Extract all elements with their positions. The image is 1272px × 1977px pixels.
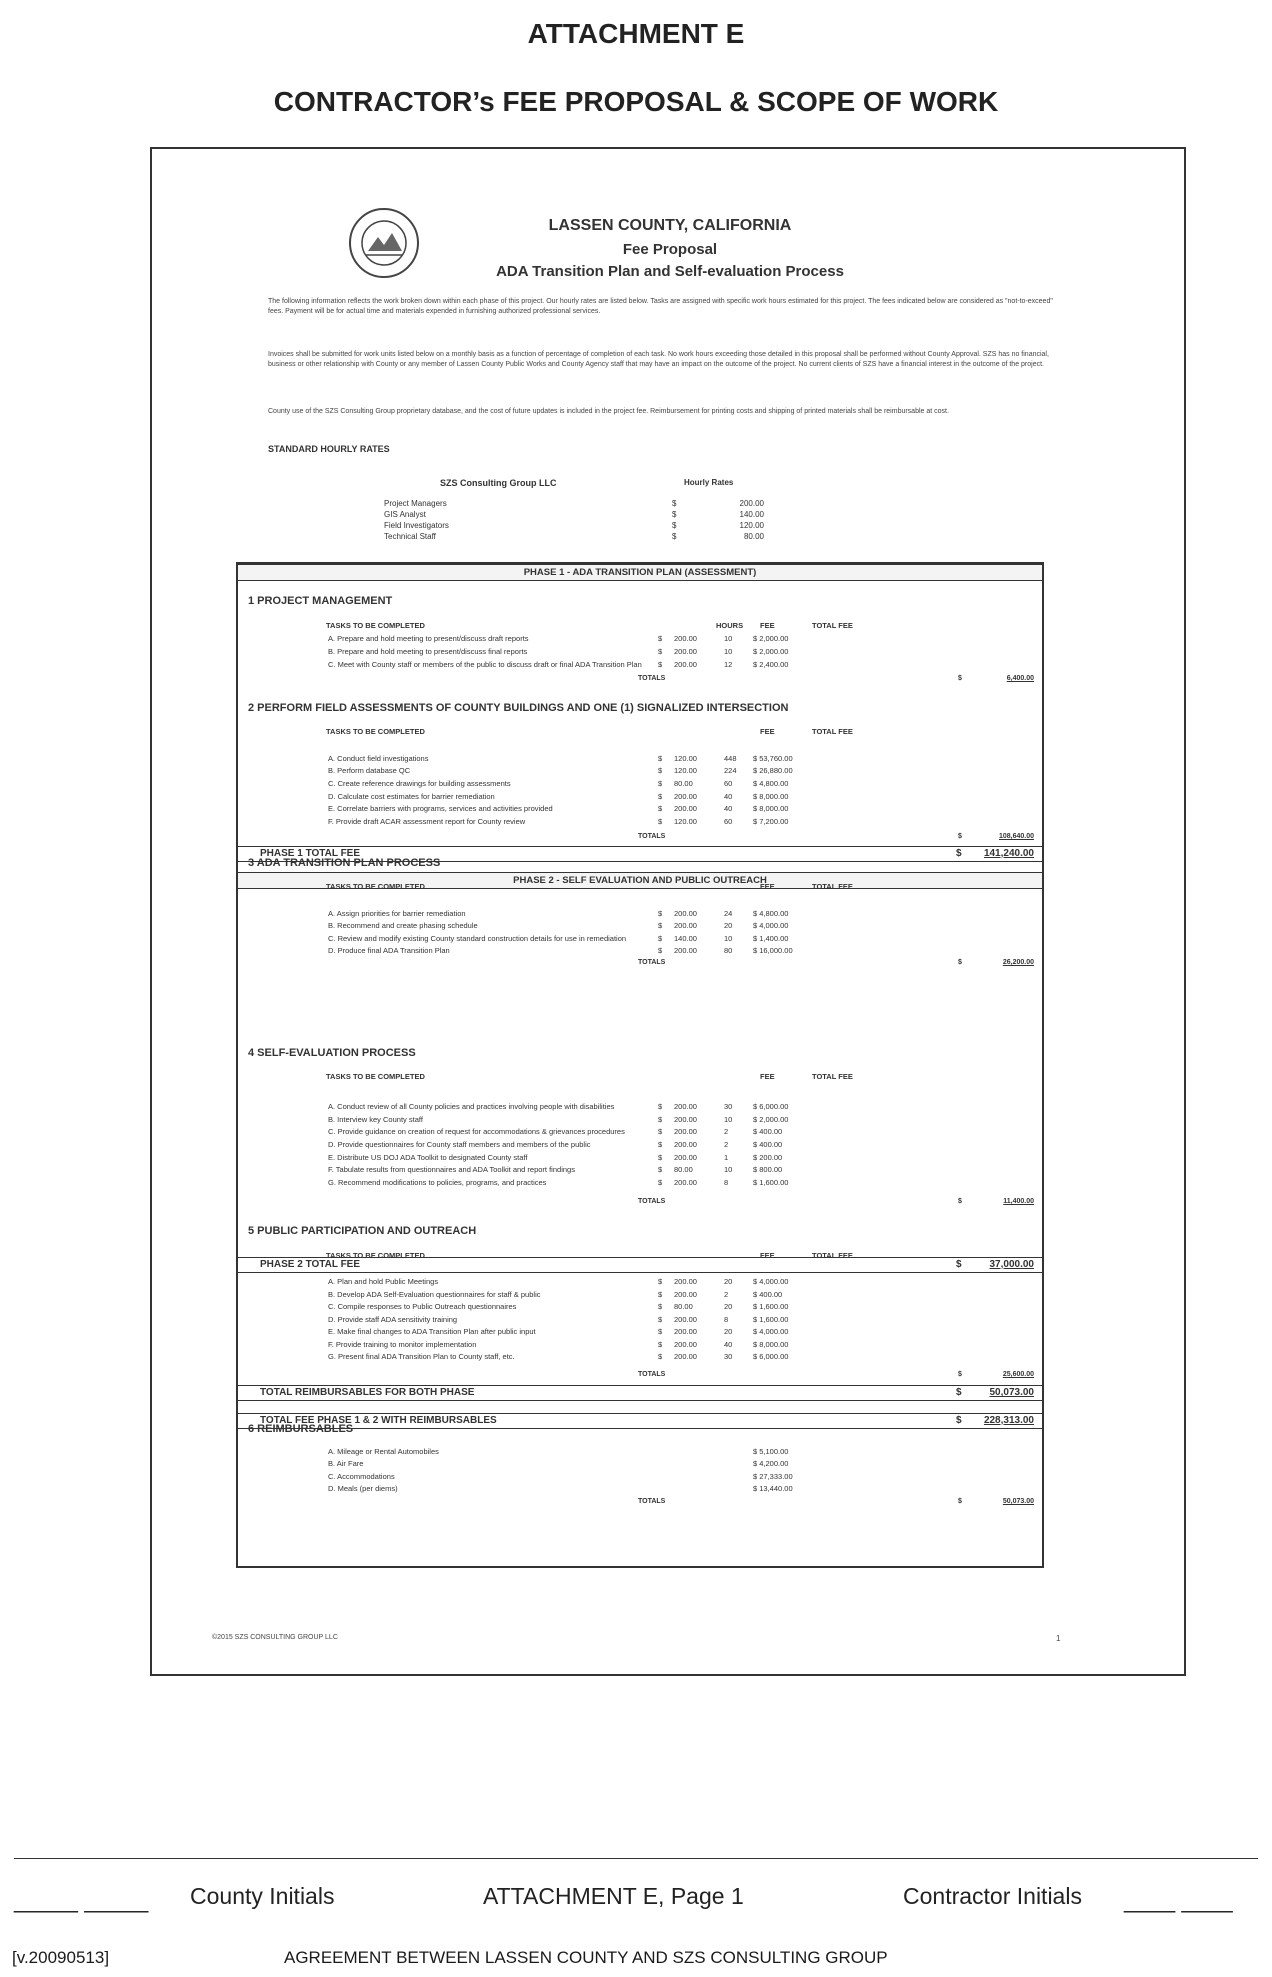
col-total-header: TOTAL FEE xyxy=(812,1072,853,1082)
task-hours: 224 xyxy=(724,766,737,776)
table-row xyxy=(328,792,1040,802)
task-fee: $ 4,200.00 xyxy=(753,1459,789,1469)
task-currency: $ xyxy=(658,1302,663,1312)
task-currency: $ xyxy=(658,1102,663,1112)
task-rate: 120.00 xyxy=(674,816,697,826)
task-label: A. Mileage or Rental Automobiles xyxy=(328,1446,439,1456)
section-total: 26,200.00 xyxy=(1002,958,1034,966)
task-fee: $ 16,000.00 xyxy=(753,946,793,956)
task-label: D. Meals (per diems) xyxy=(328,1484,398,1494)
phase-2-header: PHASE 2 - SELF EVALUATION AND PUBLIC OUTREACH xyxy=(238,872,1042,889)
col-fee-header: FEE xyxy=(760,1072,775,1082)
attachment-page-label: ATTACHMENT E, Page 1 xyxy=(483,1883,744,1909)
task-rate: 200.00 xyxy=(674,791,697,801)
totals-label: TOTALS xyxy=(638,1197,666,1205)
summary-value: 37,000.00 xyxy=(989,1258,1034,1270)
task-hours: 20 xyxy=(724,921,733,931)
summary-value: 141,240.00 xyxy=(983,847,1034,859)
task-hours: 10 xyxy=(724,646,733,656)
task-rate: 200.00 xyxy=(674,659,697,669)
totals-currency: $ xyxy=(958,1197,962,1205)
task-label: D. Provide staff ADA sensitivity training xyxy=(328,1314,458,1324)
table-row xyxy=(328,1459,1040,1469)
attachment-title: ATTACHMENT E xyxy=(527,18,745,49)
rate-value: 140.00 xyxy=(739,510,764,519)
section-title: 6 REIMBURSABLES xyxy=(248,1422,354,1435)
table-row xyxy=(328,647,1040,657)
task-currency: $ xyxy=(658,1152,663,1162)
table-row xyxy=(328,1484,1040,1494)
task-rate: 200.00 xyxy=(674,1152,697,1162)
task-rate: 80.00 xyxy=(674,1165,693,1175)
task-currency: $ xyxy=(658,1114,663,1124)
summary-currency: $ xyxy=(956,1258,962,1270)
task-fee: $ 400.00 xyxy=(753,1127,783,1137)
task-hours: 60 xyxy=(724,779,733,789)
standard-rates-label: STANDARD HOURLY RATES xyxy=(268,444,390,454)
task-label: C. Meet with County staff or members of the public to discuss draft or final ADA Transition Plan xyxy=(328,659,642,669)
task-hours: 1 xyxy=(724,1152,729,1162)
task-hours: 10 xyxy=(724,1165,733,1175)
task-fee: $ 800.00 xyxy=(753,1165,783,1175)
task-hours: 40 xyxy=(724,791,733,801)
task-currency: $ xyxy=(658,646,663,656)
table-row xyxy=(328,766,1040,776)
inner-page-number: 1 xyxy=(1056,1634,1061,1643)
task-currency: $ xyxy=(658,1177,663,1187)
task-fee: $ 53,760.00 xyxy=(753,753,793,763)
section-title: 3 ADA TRANSITION PLAN PROCESS xyxy=(248,856,441,869)
task-rate: 80.00 xyxy=(674,1302,693,1312)
task-currency: $ xyxy=(658,804,663,814)
version-label: [v.20090513] xyxy=(12,1948,110,1967)
task-fee: $ 7,200.00 xyxy=(753,816,789,826)
summary-value: 50,073.00 xyxy=(989,1387,1034,1399)
task-label: C. Review and modify existing County standard construction details for use in remediation xyxy=(328,933,627,943)
totals-label: TOTALS xyxy=(638,674,666,682)
task-rate: 200.00 xyxy=(674,1139,697,1149)
proposal-project-title: ADA Transition Plan and Self-evaluation Process xyxy=(496,263,844,280)
table-row xyxy=(328,779,1040,789)
task-fee: $ 2,000.00 xyxy=(753,1114,789,1124)
task-fee: $ 6,000.00 xyxy=(753,1352,789,1362)
task-currency: $ xyxy=(658,1139,663,1149)
section-total: 25,600.00 xyxy=(1002,1371,1034,1379)
task-label: B. Develop ADA Self-Evaluation questionnaires for staff & public xyxy=(328,1289,541,1299)
rate-currency: $ xyxy=(672,510,677,519)
task-currency: $ xyxy=(658,791,663,801)
task-rate: 200.00 xyxy=(674,1352,697,1362)
totals-label: TOTALS xyxy=(638,833,666,841)
task-currency: $ xyxy=(658,1314,663,1324)
fee-table xyxy=(236,562,1044,1568)
table-row xyxy=(328,660,1040,670)
table-row xyxy=(328,1165,1040,1175)
task-rate: 120.00 xyxy=(674,753,697,763)
task-currency: $ xyxy=(658,908,663,918)
totals-currency: $ xyxy=(958,674,962,682)
task-hours: 10 xyxy=(724,1114,733,1124)
table-row xyxy=(328,1352,1040,1362)
task-fee: $ 1,600.00 xyxy=(753,1314,789,1324)
intro-paragraph: The following information reflects the work broken down within each phase of this project. Our hourly rates are listed below. Tasks are assigned with specific work hours estimated for this project. The fees indicated below are considered as "not-to-exceed" fees. Payment will be for actual time and materials expended in furnishing authorized professional services. xyxy=(268,298,1053,315)
rate-role: Field Investigators xyxy=(384,521,449,530)
task-fee: $ 4,000.00 xyxy=(753,921,789,931)
rate-row xyxy=(384,532,764,544)
task-label: D. Produce final ADA Transition Plan xyxy=(328,946,450,956)
task-hours: 10 xyxy=(724,933,733,943)
task-label: F. Provide training to monitor implementation xyxy=(328,1339,477,1349)
table-row xyxy=(328,934,1040,944)
section-title: 5 PUBLIC PARTICIPATION AND OUTREACH xyxy=(248,1225,477,1238)
task-rate: 200.00 xyxy=(674,921,697,931)
county-initials-label: County Initials xyxy=(190,1883,335,1909)
task-currency: $ xyxy=(658,659,663,669)
database-paragraph: County use of the SZS Consulting Group proprietary database, and the cost of future updates is included in the project fee. Reimbursement for printing costs and shipping of printed materials shall be reimbursable at cost. xyxy=(268,408,949,415)
task-hours: 2 xyxy=(724,1127,729,1137)
hourly-rates-header: Hourly Rates xyxy=(684,478,734,487)
county-initials-blanks: _____ _____ xyxy=(14,1887,149,1913)
col-fee-header: FEE xyxy=(760,1250,775,1260)
task-currency: $ xyxy=(658,634,663,644)
task-hours: 10 xyxy=(724,634,733,644)
task-label: B. Prepare and hold meeting to present/discuss final reports xyxy=(328,646,528,656)
table-row xyxy=(328,804,1040,814)
col-fee-header: FEE xyxy=(760,882,775,892)
summary-currency: $ xyxy=(956,1414,962,1426)
copyright: ©2015 SZS CONSULTING GROUP LLC xyxy=(212,1634,338,1641)
task-fee: $ 2,000.00 xyxy=(753,634,789,644)
table-row xyxy=(328,1102,1040,1112)
task-rate: 200.00 xyxy=(674,646,697,656)
totals-currency: $ xyxy=(958,1498,962,1506)
task-fee: $ 2,000.00 xyxy=(753,646,789,656)
task-rate: 140.00 xyxy=(674,933,697,943)
task-currency: $ xyxy=(658,816,663,826)
task-label: C. Provide guidance on creation of request for accommodations & grievances procedures xyxy=(328,1127,625,1137)
totals-label: TOTALS xyxy=(638,958,666,966)
rate-currency: $ xyxy=(672,532,677,541)
rate-value: 200.00 xyxy=(739,499,764,508)
task-label: A. Conduct review of all County policies and practices involving people with disabilities xyxy=(328,1102,615,1112)
totals-label: TOTALS xyxy=(638,1371,666,1379)
section-title: 1 PROJECT MANAGEMENT xyxy=(248,595,393,608)
grand-total xyxy=(238,1413,1042,1429)
task-currency: $ xyxy=(658,1277,663,1286)
reimbursables-total xyxy=(238,1385,1042,1401)
table-row xyxy=(328,946,1040,956)
task-label: B. Perform database QC xyxy=(328,766,411,776)
table-row xyxy=(328,1115,1040,1125)
task-rate: 200.00 xyxy=(674,634,697,644)
section-total: 11,400.00 xyxy=(1003,1197,1034,1205)
task-fee: $ 6,000.00 xyxy=(753,1102,789,1112)
task-rate: 200.00 xyxy=(674,804,697,814)
task-label: B. Interview key County staff xyxy=(328,1114,423,1124)
col-tasks-header: TASKS TO BE COMPLETED xyxy=(326,882,425,892)
task-hours: 30 xyxy=(724,1352,733,1362)
summary-label: PHASE 2 TOTAL FEE xyxy=(260,1258,361,1270)
contractor-initials-label: Contractor Initials xyxy=(903,1883,1082,1909)
task-label: C. Create reference drawings for building assessments xyxy=(328,779,511,789)
task-rate: 200.00 xyxy=(674,1339,697,1349)
phase-1-header: PHASE 1 - ADA TRANSITION PLAN (ASSESSMENT) xyxy=(238,564,1042,581)
task-currency: $ xyxy=(658,779,663,789)
summary-currency: $ xyxy=(956,847,962,859)
task-label: G. Present final ADA Transition Plan to County staff, etc. xyxy=(328,1352,515,1362)
task-label: E. Make final changes to ADA Transition Plan after public input xyxy=(328,1327,536,1337)
rate-role: GIS Analyst xyxy=(384,510,426,519)
section-title: 4 SELF-EVALUATION PROCESS xyxy=(248,1046,416,1059)
task-fee: $ 8,000.00 xyxy=(753,791,789,801)
task-hours: 2 xyxy=(724,1139,729,1149)
task-rate: 200.00 xyxy=(674,1277,697,1286)
task-currency: $ xyxy=(658,1289,663,1299)
task-hours: 8 xyxy=(724,1177,729,1187)
task-label: D. Calculate cost estimates for barrier remediation xyxy=(328,791,495,801)
task-hours: 20 xyxy=(724,1302,733,1312)
task-hours: 60 xyxy=(724,816,733,826)
table-row xyxy=(328,1472,1040,1482)
phase-1-total xyxy=(238,846,1042,862)
task-rate: 120.00 xyxy=(674,766,697,776)
task-fee: $ 5,100.00 xyxy=(753,1446,789,1456)
table-row xyxy=(328,754,1040,764)
task-label: F. Tabulate results from questionnaires and ADA Toolkit and report findings xyxy=(328,1165,575,1175)
table-row xyxy=(328,1327,1040,1337)
summary-currency: $ xyxy=(956,1387,962,1399)
col-tasks-header: TASKS TO BE COMPLETED xyxy=(326,1250,425,1260)
task-hours: 40 xyxy=(724,1339,733,1349)
invoice-paragraph: Invoices shall be submitted for work units listed below on a monthly basis as a function of percentage of completion of each task. No work hours exceeding those detailed in this proposal shall be performed without County Approval. SZS has no financial, business or other relationship with County or any member of Lassen County Public Works and County Agency staff that may have an impact on the outcome of the project. No current clients of SZS have a financial interest in the outcome of the project. xyxy=(268,351,1049,368)
task-rate: 200.00 xyxy=(674,908,697,918)
task-rate: 200.00 xyxy=(674,1289,697,1299)
attachment-subtitle: CONTRACTOR’s FEE PROPOSAL & SCOPE OF WORK xyxy=(273,86,999,117)
task-fee: $ 4,000.00 xyxy=(753,1327,789,1337)
col-total-header: TOTAL FEE xyxy=(812,882,853,892)
table-row xyxy=(328,1140,1040,1150)
task-hours: 40 xyxy=(724,804,733,814)
rate-role: Project Managers xyxy=(384,499,447,508)
task-fee: $ 8,000.00 xyxy=(753,1339,789,1349)
task-hours: 80 xyxy=(724,946,733,956)
task-currency: $ xyxy=(658,1165,663,1175)
task-currency: $ xyxy=(658,946,663,956)
section-total: 50,073.00 xyxy=(1002,1498,1034,1506)
table-row xyxy=(328,1340,1040,1350)
task-label: C. Accommodations xyxy=(328,1471,395,1481)
table-row xyxy=(328,1127,1040,1137)
task-rate: 200.00 xyxy=(674,1127,697,1137)
task-rate: 80.00 xyxy=(674,779,693,789)
task-currency: $ xyxy=(658,1339,663,1349)
task-currency: $ xyxy=(658,1127,663,1137)
task-hours: 448 xyxy=(724,753,737,763)
proposal-doc-type: Fee Proposal xyxy=(622,241,718,258)
totals-currency: $ xyxy=(958,958,962,966)
summary-label: TOTAL FEE PHASE 1 & 2 WITH REIMBURSABLES xyxy=(260,1414,497,1426)
rate-value: 80.00 xyxy=(743,532,764,541)
task-fee: $ 1,600.00 xyxy=(753,1302,789,1312)
table-row xyxy=(328,1315,1040,1325)
summary-value: 228,313.00 xyxy=(983,1414,1034,1426)
table-row xyxy=(328,1302,1040,1312)
totals-label: TOTALS xyxy=(638,1498,666,1506)
task-label: C. Compile responses to Public Outreach questionnaires xyxy=(328,1302,517,1312)
task-fee: $ 1,400.00 xyxy=(753,933,789,943)
task-label: D. Provide questionnaires for County staff members and members of the public xyxy=(328,1139,591,1149)
task-fee: $ 400.00 xyxy=(753,1139,783,1149)
task-currency: $ xyxy=(658,933,663,943)
task-fee: $ 2,400.00 xyxy=(753,659,789,669)
task-rate: 200.00 xyxy=(674,1102,697,1112)
agreement-label: AGREEMENT BETWEEN LASSEN COUNTY AND SZS CONSULTING GROUP xyxy=(284,1948,888,1967)
totals-currency: $ xyxy=(958,833,962,841)
rate-currency: $ xyxy=(672,521,677,530)
table-row xyxy=(328,1447,1040,1457)
contractor-initials-blanks: ____ ____ xyxy=(1124,1887,1233,1913)
totals-currency: $ xyxy=(958,1371,962,1379)
col-tasks-header: TASKS TO BE COMPLETED xyxy=(326,727,425,737)
task-hours: 20 xyxy=(724,1327,733,1337)
section-title: 2 PERFORM FIELD ASSESSMENTS OF COUNTY BUILDINGS AND ONE (1) SIGNALIZED INTERSECTION xyxy=(248,702,789,715)
task-rate: 200.00 xyxy=(674,946,697,956)
task-rate: 200.00 xyxy=(674,1177,697,1187)
task-fee: $ 8,000.00 xyxy=(753,804,789,814)
task-currency: $ xyxy=(658,766,663,776)
section-total: 108,640.00 xyxy=(998,833,1034,841)
col-tasks-header: TASKS TO BE COMPLETED xyxy=(326,1072,425,1082)
col-total-header: TOTAL FEE xyxy=(812,1250,853,1260)
task-rate: 200.00 xyxy=(674,1114,697,1124)
table-row xyxy=(328,817,1040,827)
col-total-header: TOTAL FEE xyxy=(812,620,853,630)
task-label: F. Provide draft ACAR assessment report for County review xyxy=(328,816,526,826)
phase-2-total xyxy=(238,1257,1042,1273)
footer-rule xyxy=(14,1858,1258,1859)
task-fee: $ 400.00 xyxy=(753,1289,783,1299)
task-fee: $ 1,600.00 xyxy=(753,1177,789,1187)
task-fee: $ 4,800.00 xyxy=(753,779,789,789)
table-row xyxy=(328,909,1040,919)
proposal-county: LASSEN COUNTY, CALIFORNIA xyxy=(548,217,792,234)
task-currency: $ xyxy=(658,921,663,931)
task-rate: 200.00 xyxy=(674,1314,697,1324)
table-row xyxy=(328,1178,1040,1188)
task-fee: $ 200.00 xyxy=(753,1152,783,1162)
task-label: G. Recommend modifications to policies, programs, and practices xyxy=(328,1177,547,1187)
task-fee: $ 27,333.00 xyxy=(753,1471,793,1481)
task-hours: 8 xyxy=(724,1314,729,1324)
task-hours: 12 xyxy=(724,659,733,669)
summary-label: TOTAL REIMBURSABLES FOR BOTH PHASE xyxy=(260,1387,475,1399)
task-hours: 20 xyxy=(724,1277,733,1286)
task-hours: 30 xyxy=(724,1102,733,1112)
table-row xyxy=(328,1290,1040,1300)
task-rate: 200.00 xyxy=(674,1327,697,1337)
task-label: E. Correlate barriers with programs, services and activities provided xyxy=(328,804,553,814)
task-label: A. Assign priorities for barrier remediation xyxy=(328,908,466,918)
rate-role: Technical Staff xyxy=(384,532,436,541)
col-total-header: TOTAL FEE xyxy=(812,727,853,737)
col-tasks-header: TASKS TO BE COMPLETED xyxy=(326,620,425,630)
col-hours-header: HOURS xyxy=(716,620,744,630)
task-hours: 24 xyxy=(724,908,733,918)
firm-name: SZS Consulting Group LLC xyxy=(440,478,557,488)
task-hours: 2 xyxy=(724,1289,729,1299)
col-fee-header: FEE xyxy=(760,727,775,737)
summary-label: PHASE 1 TOTAL FEE xyxy=(260,847,361,859)
task-fee: $ 26,880.00 xyxy=(753,766,793,776)
task-label: A. Plan and hold Public Meetings xyxy=(328,1277,439,1286)
task-label: B. Recommend and create phasing schedule xyxy=(328,921,478,931)
task-label: E. Distribute US DOJ ADA Toolkit to designated County staff xyxy=(328,1152,528,1162)
task-label: B. Air Fare xyxy=(328,1459,364,1469)
task-fee: $ 4,000.00 xyxy=(753,1277,789,1286)
task-label: A. Prepare and hold meeting to present/discuss draft reports xyxy=(328,634,529,644)
rate-currency: $ xyxy=(672,499,677,508)
task-currency: $ xyxy=(658,753,663,763)
section-total: 6,400.00 xyxy=(1006,674,1034,682)
task-currency: $ xyxy=(658,1327,663,1337)
task-fee: $ 13,440.00 xyxy=(753,1484,793,1494)
table-row xyxy=(328,921,1040,931)
col-fee-header: FEE xyxy=(760,620,775,630)
table-row xyxy=(328,634,1040,644)
task-label: A. Conduct field investigations xyxy=(328,753,429,763)
task-fee: $ 4,800.00 xyxy=(753,908,789,918)
table-row xyxy=(328,1153,1040,1163)
table-row xyxy=(328,1277,1040,1287)
rate-value: 120.00 xyxy=(739,521,764,530)
task-currency: $ xyxy=(658,1352,663,1362)
